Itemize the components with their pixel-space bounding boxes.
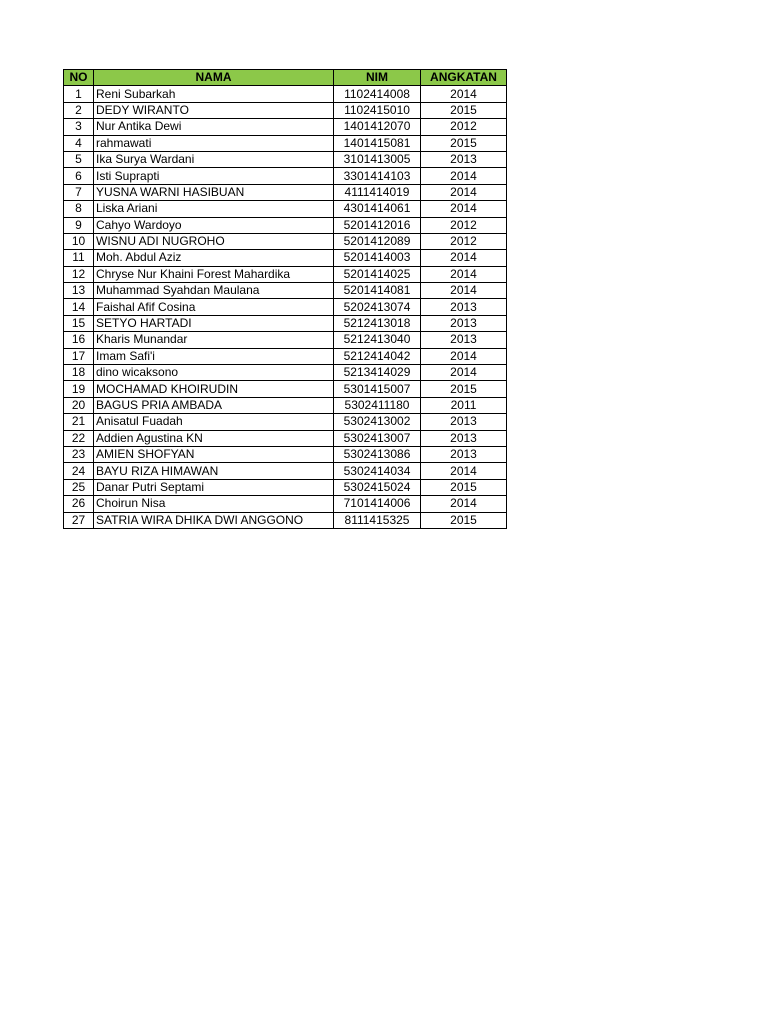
- cell-no: 2: [64, 102, 94, 118]
- cell-nama: Nur Antika Dewi: [94, 119, 334, 135]
- cell-nama: AMIEN SHOFYAN: [94, 446, 334, 462]
- cell-no: 21: [64, 414, 94, 430]
- cell-nim: 5212413018: [334, 315, 421, 331]
- cell-angkatan: 2013: [421, 414, 507, 430]
- cell-nama: Addien Agustina KN: [94, 430, 334, 446]
- cell-no: 25: [64, 479, 94, 495]
- cell-nim: 5201414003: [334, 250, 421, 266]
- cell-angkatan: 2014: [421, 348, 507, 364]
- cell-angkatan: 2012: [421, 233, 507, 249]
- cell-no: 14: [64, 299, 94, 315]
- table-row: [64, 168, 507, 184]
- cell-nim: 3301414103: [334, 168, 421, 184]
- cell-nim: 5212414042: [334, 348, 421, 364]
- cell-no: 18: [64, 365, 94, 381]
- cell-no: 15: [64, 315, 94, 331]
- table-row: [64, 201, 507, 217]
- cell-nim: 5302413007: [334, 430, 421, 446]
- cell-nama: BAGUS PRIA AMBADA: [94, 397, 334, 413]
- table-row: [64, 283, 507, 299]
- table-row: [64, 496, 507, 512]
- cell-no: 10: [64, 233, 94, 249]
- cell-nama: Imam Safi'i: [94, 348, 334, 364]
- cell-no: 9: [64, 217, 94, 233]
- cell-angkatan: 2013: [421, 430, 507, 446]
- table-row: [64, 102, 507, 118]
- header-angkatan: ANGKATAN: [421, 70, 507, 86]
- cell-angkatan: 2013: [421, 315, 507, 331]
- cell-nim: 5302413086: [334, 446, 421, 462]
- cell-angkatan: 2015: [421, 381, 507, 397]
- cell-nama: Isti Suprapti: [94, 168, 334, 184]
- cell-angkatan: 2015: [421, 135, 507, 151]
- cell-nama: Muhammad Syahdan Maulana: [94, 283, 334, 299]
- cell-no: 4: [64, 135, 94, 151]
- table-row: [64, 430, 507, 446]
- header-no: NO: [64, 70, 94, 86]
- cell-no: 26: [64, 496, 94, 512]
- cell-nama: Danar Putri Septami: [94, 479, 334, 495]
- cell-nama: Ika Surya Wardani: [94, 151, 334, 167]
- table-row: [64, 217, 507, 233]
- cell-angkatan: 2011: [421, 397, 507, 413]
- cell-nama: DEDY WIRANTO: [94, 102, 334, 118]
- cell-angkatan: 2015: [421, 479, 507, 495]
- cell-nim: 5213414029: [334, 365, 421, 381]
- cell-no: 27: [64, 512, 94, 528]
- cell-no: 22: [64, 430, 94, 446]
- cell-no: 6: [64, 168, 94, 184]
- cell-nim: 8111415325: [334, 512, 421, 528]
- cell-angkatan: 2014: [421, 266, 507, 282]
- table-row: [64, 463, 507, 479]
- cell-nim: 5201414081: [334, 283, 421, 299]
- cell-nim: 4111414019: [334, 184, 421, 200]
- cell-nim: 5212413040: [334, 332, 421, 348]
- cell-nim: 5302413002: [334, 414, 421, 430]
- cell-angkatan: 2015: [421, 512, 507, 528]
- cell-nim: 5201412016: [334, 217, 421, 233]
- table-row: [64, 332, 507, 348]
- cell-nama: WISNU ADI NUGROHO: [94, 233, 334, 249]
- table-row: [64, 414, 507, 430]
- cell-nim: 1401415081: [334, 135, 421, 151]
- table-row: [64, 446, 507, 462]
- cell-nama: Anisatul Fuadah: [94, 414, 334, 430]
- cell-nim: 1401412070: [334, 119, 421, 135]
- spreadsheet-area: [63, 69, 507, 529]
- cell-no: 16: [64, 332, 94, 348]
- cell-angkatan: 2012: [421, 217, 507, 233]
- table-row: [64, 151, 507, 167]
- cell-nama: MOCHAMAD KHOIRUDIN: [94, 381, 334, 397]
- cell-nim: 4301414061: [334, 201, 421, 217]
- table-row: [64, 512, 507, 528]
- cell-nama: Liska Ariani: [94, 201, 334, 217]
- cell-angkatan: 2013: [421, 151, 507, 167]
- cell-nama: dino wicaksono: [94, 365, 334, 381]
- cell-no: 3: [64, 119, 94, 135]
- cell-angkatan: 2014: [421, 496, 507, 512]
- table-row: [64, 348, 507, 364]
- cell-nama: BAYU RIZA HIMAWAN: [94, 463, 334, 479]
- cell-nim: 5201412089: [334, 233, 421, 249]
- table-row: [64, 479, 507, 495]
- table-row: [64, 266, 507, 282]
- cell-no: 7: [64, 184, 94, 200]
- cell-angkatan: 2014: [421, 201, 507, 217]
- cell-angkatan: 2012: [421, 119, 507, 135]
- table-row: [64, 315, 507, 331]
- cell-nim: 5302414034: [334, 463, 421, 479]
- cell-no: 8: [64, 201, 94, 217]
- table-row: [64, 250, 507, 266]
- cell-nim: 5302415024: [334, 479, 421, 495]
- cell-no: 12: [64, 266, 94, 282]
- cell-nama: Reni Subarkah: [94, 86, 334, 102]
- cell-nim: 5202413074: [334, 299, 421, 315]
- table-row: [64, 184, 507, 200]
- cell-nim: 1102414008: [334, 86, 421, 102]
- cell-angkatan: 2014: [421, 463, 507, 479]
- table-row: [64, 397, 507, 413]
- table-row: [64, 119, 507, 135]
- cell-no: 24: [64, 463, 94, 479]
- cell-nim: 1102415010: [334, 102, 421, 118]
- table-row: [64, 381, 507, 397]
- cell-nama: Cahyo Wardoyo: [94, 217, 334, 233]
- cell-nim: 5302411180: [334, 397, 421, 413]
- cell-nama: Chryse Nur Khaini Forest Mahardika: [94, 266, 334, 282]
- cell-nama: YUSNA WARNI HASIBUAN: [94, 184, 334, 200]
- cell-no: 23: [64, 446, 94, 462]
- table-row: [64, 86, 507, 102]
- cell-angkatan: 2014: [421, 283, 507, 299]
- cell-angkatan: 2014: [421, 86, 507, 102]
- cell-no: 20: [64, 397, 94, 413]
- table-header-row: [64, 70, 507, 86]
- table-body: [64, 86, 507, 529]
- cell-angkatan: 2015: [421, 102, 507, 118]
- cell-no: 11: [64, 250, 94, 266]
- cell-nama: Choirun Nisa: [94, 496, 334, 512]
- cell-nama: SETYO HARTADI: [94, 315, 334, 331]
- table-row: [64, 233, 507, 249]
- cell-no: 1: [64, 86, 94, 102]
- cell-nim: 3101413005: [334, 151, 421, 167]
- cell-nama: Moh. Abdul Aziz: [94, 250, 334, 266]
- cell-angkatan: 2013: [421, 446, 507, 462]
- header-nama: NAMA: [94, 70, 334, 86]
- cell-nim: 5201414025: [334, 266, 421, 282]
- cell-angkatan: 2014: [421, 250, 507, 266]
- cell-angkatan: 2014: [421, 168, 507, 184]
- cell-angkatan: 2014: [421, 365, 507, 381]
- cell-no: 5: [64, 151, 94, 167]
- header-nim: NIM: [334, 70, 421, 86]
- cell-nama: rahmawati: [94, 135, 334, 151]
- cell-angkatan: 2013: [421, 332, 507, 348]
- cell-nim: 7101414006: [334, 496, 421, 512]
- cell-nama: Faishal Afif Cosina: [94, 299, 334, 315]
- table-row: [64, 135, 507, 151]
- table-row: [64, 299, 507, 315]
- student-table: [63, 69, 507, 529]
- table-row: [64, 365, 507, 381]
- cell-angkatan: 2013: [421, 299, 507, 315]
- cell-no: 17: [64, 348, 94, 364]
- cell-nama: SATRIA WIRA DHIKA DWI ANGGONO: [94, 512, 334, 528]
- cell-nim: 5301415007: [334, 381, 421, 397]
- cell-no: 19: [64, 381, 94, 397]
- cell-nama: Kharis Munandar: [94, 332, 334, 348]
- cell-angkatan: 2014: [421, 184, 507, 200]
- cell-no: 13: [64, 283, 94, 299]
